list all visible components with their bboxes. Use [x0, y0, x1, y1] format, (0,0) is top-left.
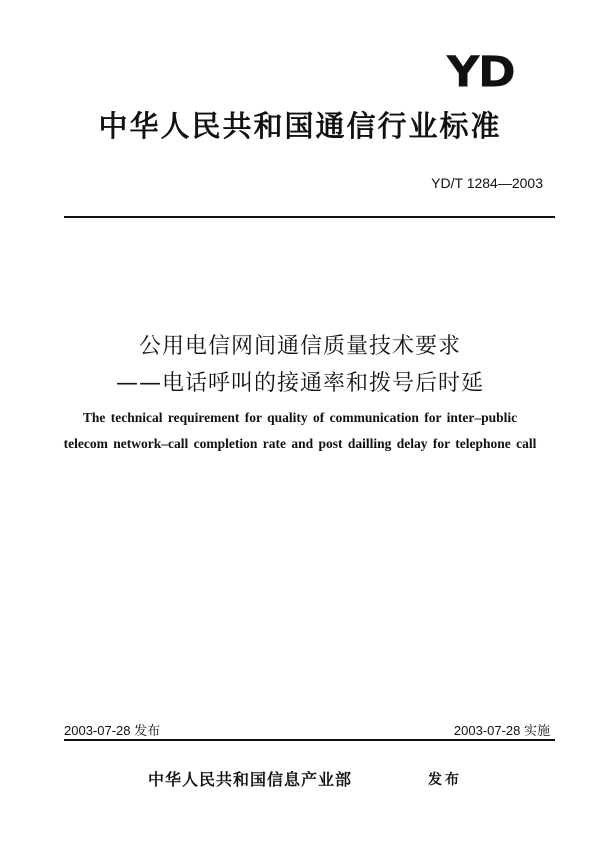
- english-title-line-2: telecom network–call completion rate and post dailling delay for telephone call: [63, 436, 537, 451]
- standard-number: YD/T 1284—2003: [431, 175, 543, 191]
- publisher-name: 中华人民共和国信息产业部: [148, 770, 353, 789]
- bottom-divider: [64, 739, 555, 741]
- chinese-title-line-2: ——电话呼叫的接通率和拨号后时延: [115, 371, 484, 396]
- publish-label: 发布: [428, 772, 462, 788]
- issue-date: 2003-07-28 发布: [64, 723, 161, 738]
- industry-standard-title: 中华人民共和国通信行业标准: [98, 109, 502, 143]
- yd-logo: YD: [446, 47, 514, 97]
- top-divider: [64, 216, 555, 218]
- implementation-date: 2003-07-28 实施: [453, 723, 550, 738]
- english-title-line-1: The technical requirement for quality of communication for inter–public: [82, 410, 518, 425]
- chinese-title-line-1: 公用电信网间通信质量技术要求: [138, 334, 461, 359]
